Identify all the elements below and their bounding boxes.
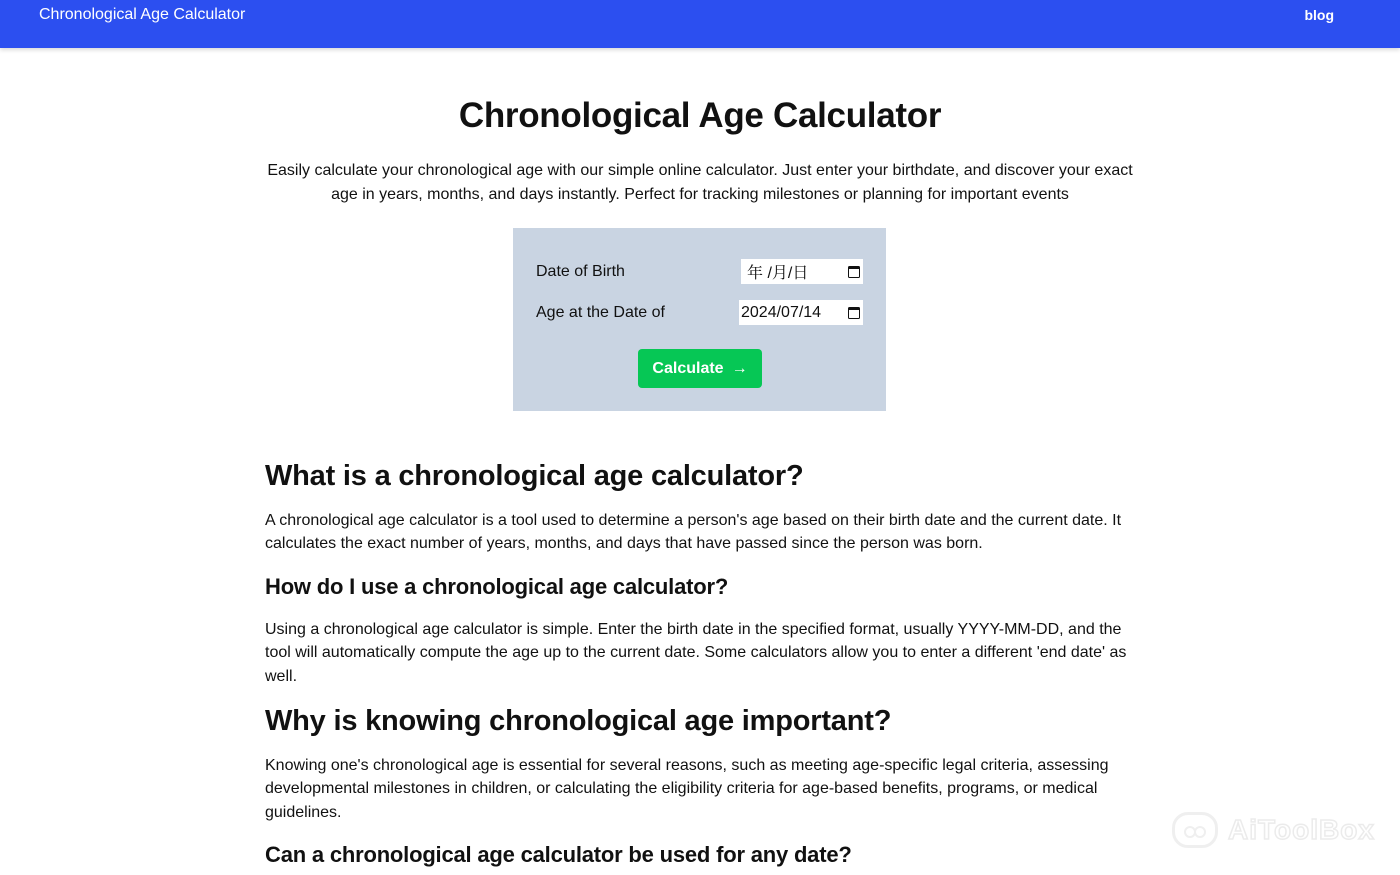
top-navbar (0, 0, 1400, 48)
age-at-date-value: 2024/07/14 (741, 303, 822, 321)
intro-text: Easily calculate your chronological age with our simple online calculator. Just enter your birthdate, and discover your exact age in years, months, and days instantly. Perfect for tracking milestones or planning for important events (267, 162, 1133, 203)
section-heading: Can a chronological age calculator be used for any date? (265, 842, 852, 867)
section-heading: What is a chronological age calculator? (265, 460, 804, 492)
section-body: A chronological age calculator is a tool used to determine a person's age based on their birth date and the current date. It calculates the exact number of years, months, and days that have passed since the person was born. (265, 512, 1122, 553)
calculate-button[interactable] (638, 349, 762, 388)
brand-link[interactable]: Chronological Age Calculator (39, 6, 246, 23)
section-body: Knowing one's chronological age is essential for several reasons, such as meeting age-specific legal criteria, assessing developmental milestones in children, or calculating the eligibility criteria for age-based benefits, programs, or medical guidelines. (265, 757, 1109, 821)
section-heading: How do I use a chronological age calculator? (265, 574, 729, 599)
calculator-form (513, 228, 886, 411)
date-of-birth-value: 年 /月/日 (747, 265, 809, 282)
date-of-birth-label: Date of Birth (536, 263, 625, 280)
nav-link-blog[interactable]: blog (1304, 7, 1334, 23)
arrow-right-icon: → (731, 359, 748, 377)
calculate-label: Calculate (652, 359, 724, 377)
section-heading: Why is knowing chronological age important? (265, 705, 892, 737)
watermark (1172, 812, 1375, 848)
page-title: Chronological Age Calculator (458, 96, 942, 135)
calendar-icon[interactable] (848, 307, 860, 319)
calendar-icon[interactable] (848, 266, 860, 278)
watermark-text: AiToolBox (1228, 814, 1375, 845)
date-of-birth-input[interactable] (741, 259, 863, 284)
age-at-date-label: Age at the Date of (536, 304, 665, 321)
robot-logo-icon (1172, 812, 1218, 848)
age-at-date-input[interactable] (739, 300, 863, 325)
section-body: Using a chronological age calculator is simple. Enter the birth date in the specified format, usually YYYY-MM-DD, and the tool will automatically compute the age up to the current date. Some calculators allow you to enter a different 'end date' as well. (265, 621, 1127, 685)
